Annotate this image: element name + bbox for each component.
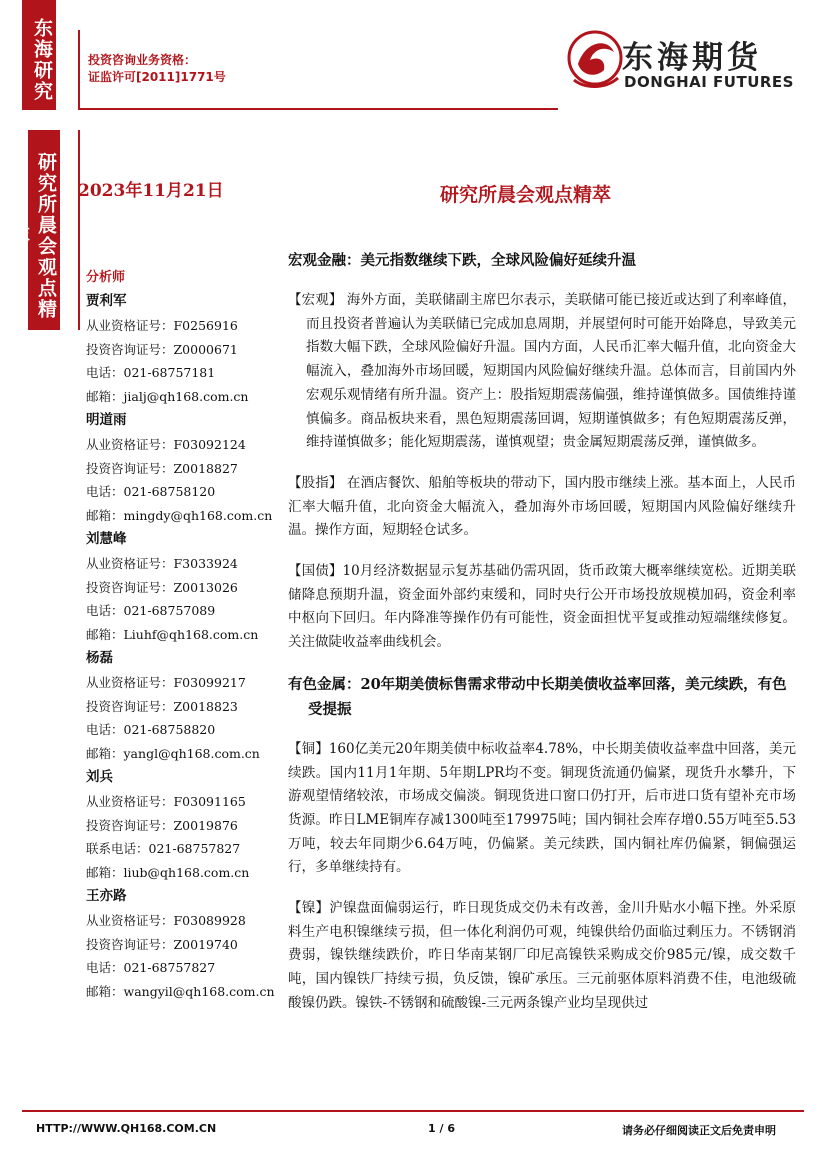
analyst-name: 贾利军 <box>86 293 127 309</box>
analyst-phone: 电话：021-68757827 <box>86 960 216 976</box>
side-tab-top: 东海研究 <box>22 0 56 110</box>
footer-url[interactable]: HTTP://WWW.QH168.COM.CN <box>36 1122 217 1135</box>
analyst-phone: 电话：021-68757181 <box>86 365 216 381</box>
analyst-phone: 电话：021-68758120 <box>86 484 216 500</box>
paragraph-nickel: 【镍】沪镍盘面偏弱运行，昨日现货成交仍未有改善，金川升贴水小幅下挫。外采原料生产电积镍继续亏损，但一体化利润仍可观，纯镍供给仍面临过剩压力。不锈钢消费弱，镍铁继续跌价，昨日华南某钢厂印尼高镍铁采购成交价985元/镍，成交数千吨，国内镍铁厂持续亏损，负反馈，镍矿承压。三元前驱体原料消费不佳，电池级硫酸镍仍跌。镍铁-不锈钢和硫酸镍-三元两条镍产业均呈现供过 <box>288 900 796 1011</box>
qualification <box>88 52 226 86</box>
analyst-name: 王亦路 <box>86 887 127 904</box>
analyst-qualification: 从业资格证号：F03099217 <box>86 674 246 690</box>
report-date: 2023年11月21日 <box>78 181 224 201</box>
analyst-consult-id: 投资咨询证号：Z0000671 <box>86 341 238 357</box>
analyst-qualification: 从业资格证号：F3033924 <box>86 555 238 571</box>
analyst-phone: 联系电话：021-68757827 <box>86 841 241 857</box>
analyst-consult-id: 投资咨询证号：Z0013026 <box>86 579 238 595</box>
footer-disclaimer: 请务必仔细阅读正文后免责申明 <box>622 1124 776 1137</box>
analyst-name: 刘慧峰 <box>86 530 127 547</box>
analyst-name: 明道雨 <box>86 411 127 428</box>
analyst-consult-id: 投资咨询证号：Z0018823 <box>86 698 238 714</box>
logo-chinese: 东海期货 <box>622 40 762 76</box>
analyst-consult-id: 投资咨询证号：Z0019876 <box>86 817 238 833</box>
divider-vertical-side <box>78 130 80 330</box>
analyst-email[interactable]: 邮箱：Liuhf@qh168.com.cn <box>86 627 259 643</box>
section-heading-macro: 宏观金融：美元指数继续下跌，全球风险偏好延续升温 <box>288 252 636 269</box>
analyst-consult-id: 投资咨询证号：Z0019740 <box>86 936 238 952</box>
analysts-heading: 分析师 <box>86 270 126 285</box>
section-heading-metals: 有色金属：20年期美债标售需求带动中长期美债收益率回落，美元续跌，有色受提振 <box>288 675 787 718</box>
analyst-phone: 电话：021-68757089 <box>86 603 216 619</box>
analyst-email[interactable]: 邮箱：liub@qh168.com.cn <box>86 865 250 881</box>
footer-divider <box>22 1110 804 1112</box>
divider-vertical-top <box>78 30 80 110</box>
paragraph-copper: 【铜】160亿美元20年期美债中标收益率4.78%，中长期美债收益率盘中回落，美元续跌。国内11月1年期、5年期LPR均不变。铜现货流通仍偏紧，现货升水攀升，下游观望情绪较浓，市场成交偏淡。铜现货进口窗口仍打开，后市进口货有望补充市场货源。昨日LME铜库存减1300吨至179975吨；国内铜社会库存增0.55万吨至5.53万吨，较去年同期少6.64万吨，仍偏紧。美元续跌，国内铜社库仍偏紧，铜偏强运行，多单继续持有。 <box>288 740 796 876</box>
analyst-card <box>86 528 286 647</box>
analyst-card <box>86 885 286 1004</box>
divider-header <box>78 108 558 110</box>
page-number: 1 / 6 <box>428 1122 455 1135</box>
analyst-name: 刘兵 <box>86 768 113 785</box>
analyst-email[interactable]: 邮箱：jialj@qh168.com.cn <box>86 389 249 405</box>
main-content <box>288 248 796 1033</box>
analyst-email[interactable]: 邮箱：mingdy@qh168.com.cn <box>86 508 273 524</box>
paragraph-macro: 【宏观】 海外方面，美联储副主席巴尔表示，美联储可能已接近或达到了利率峰值，而且投资者普遍认为美联储已完成加息周期，并展望何时可能开始降息，导致美元指数大幅下跌，全球风险偏好升温。国内方面，人民币汇率大幅升值，北向资金大幅流入，叠加海外市场回暖，短期国内风险偏好继续升温。总体而言，目前国内外宏观乐观情绪有所升温。资产上：股指短期震荡偏强，维持谨慎做多。国债维持谨慎偏多。商品板块来看，黑色短期震荡回调，短期谨慎做多；有色短期震荡反弹，维持谨慎做多；能化短期震荡，谨慎观望；贵金属短期震荡反弹，谨慎做多。 <box>288 292 796 451</box>
analyst-list <box>86 290 286 1004</box>
qualification-line1: 投资咨询业务资格： <box>88 53 197 67</box>
analyst-qualification: 从业资格证号：F0256916 <box>86 317 238 333</box>
analyst-card <box>86 647 286 766</box>
page-title: 研究所晨会观点精萃 <box>440 184 612 206</box>
analyst-name: 杨磊 <box>86 649 113 666</box>
analyst-qualification: 从业资格证号：F03092124 <box>86 436 246 452</box>
analyst-qualification: 从业资格证号：F03091165 <box>86 793 246 809</box>
analyst-card <box>86 290 286 409</box>
analyst-card <box>86 409 286 528</box>
analyst-email[interactable]: 邮箱：yangl@qh168.com.cn <box>86 746 260 762</box>
analyst-email[interactable]: 邮箱：wangyil@qh168.com.cn <box>86 984 275 1000</box>
analyst-card <box>86 766 286 885</box>
qualification-line2: 证监许可[2011]1771号 <box>88 70 226 84</box>
analyst-consult-id: 投资咨询证号：Z0018827 <box>86 460 238 476</box>
analyst-qualification: 从业资格证号：F03089928 <box>86 912 246 928</box>
logo-english: DONGHAI FUTURES <box>624 73 794 91</box>
paragraph-stock-index: 【股指】 在酒店餐饮、船舶等板块的带动下，国内股市继续上涨。基本面上，人民币汇率大幅升值，北向资金大幅流入，叠加海外市场回暖，短期国内风险偏好继续升温。操作方面，短期轻仓试多。 <box>288 474 796 539</box>
analyst-phone: 电话：021-68758820 <box>86 722 216 738</box>
paragraph-treasury: 【国债】10月经济数据显示复苏基础仍需巩固，货币政策大概率继续宽松。近期美联储降息预期升温，资金面外部约束缓和，同时央行公开市场投放规模加码，资金利率中枢向下回归。年内降准等操作仍有可能性，资金面担忧平复或推动短端继续修复。关注做陡收益率曲线机会。 <box>288 563 796 651</box>
side-tab-title: 研究所晨会观点精萃 <box>28 130 60 330</box>
